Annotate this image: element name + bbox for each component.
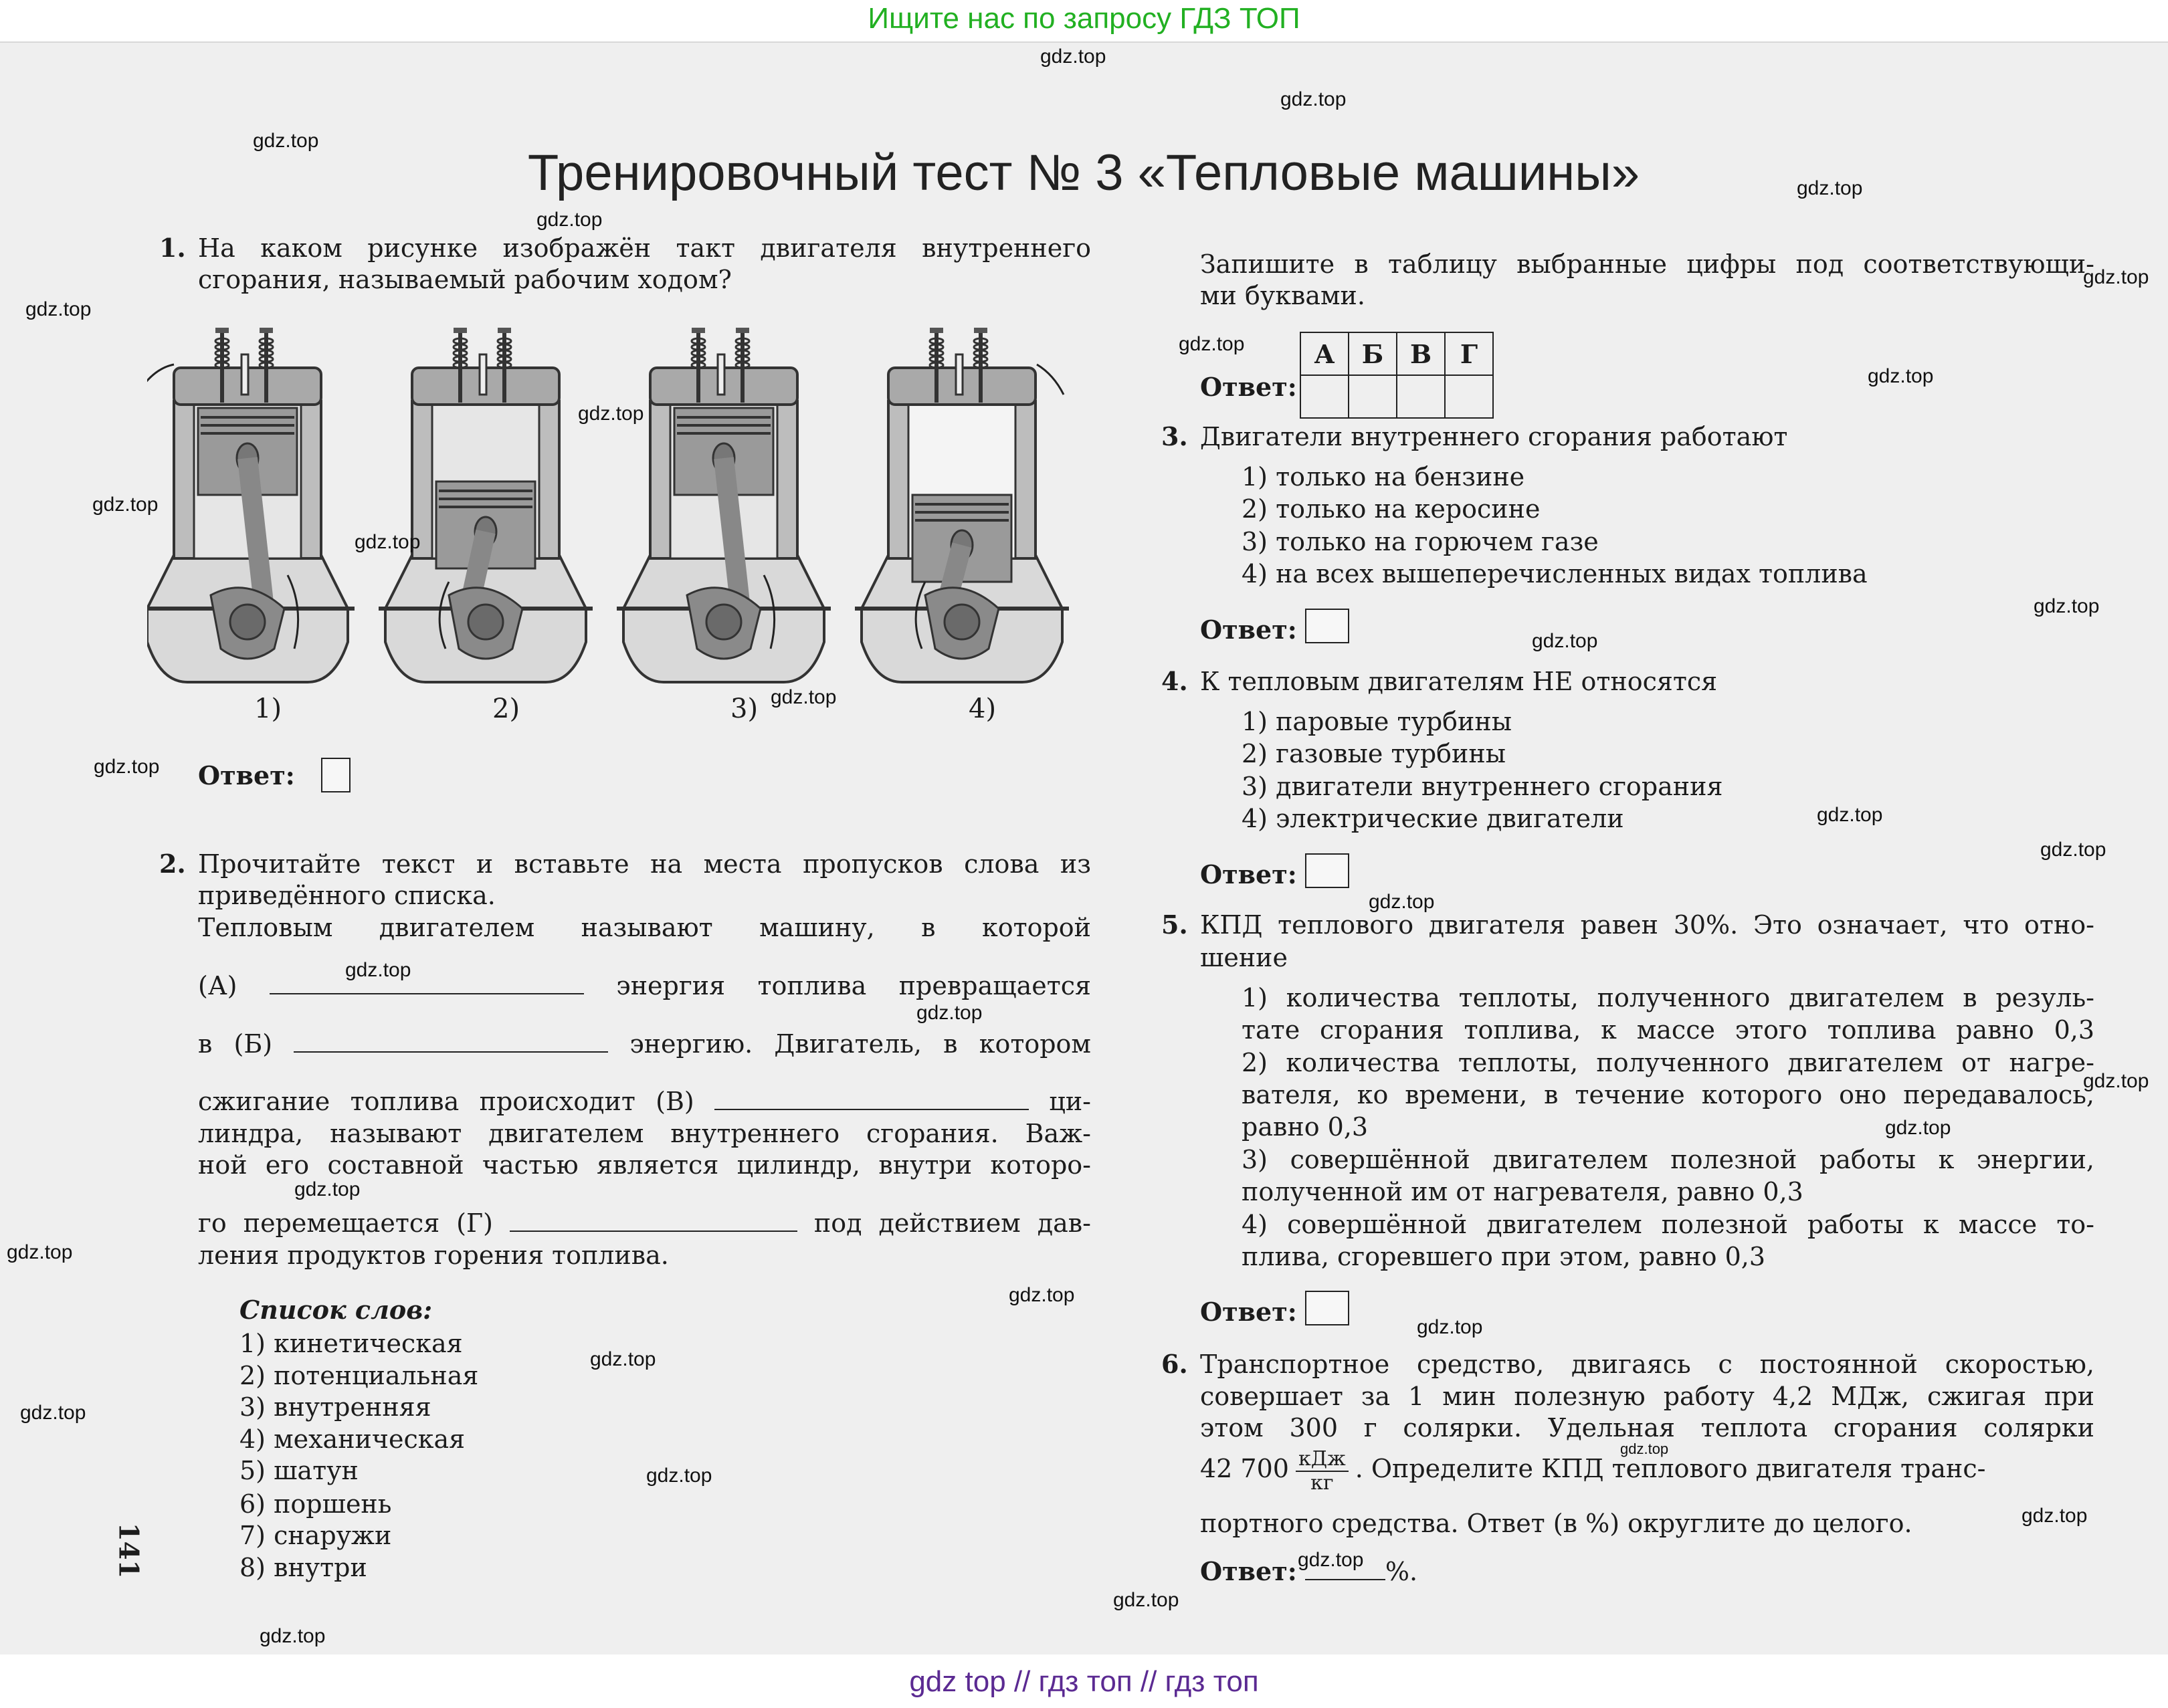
q3-option: 4) на всех вышеперечисленных видах топлива [1242,559,1868,589]
answer-cell[interactable] [1300,375,1349,418]
watermark: gdz.top [1113,1589,1179,1611]
watermark: gdz.top [260,1625,326,1647]
q2-line: Прочитайте текст и вставьте на места пропусков слова из [198,849,1091,879]
q5-option-line: 2) количества теплоты, полученного двигателем от нагре- [1242,1048,2094,1077]
watermark: gdz.top [771,686,837,708]
q2-cont-line: Запишите в таблицу выбранные цифры под соответствующи- [1200,249,2094,279]
valve-cap [736,328,749,333]
page-title: Тренировочный тест № 3 «Тепловые машины» [527,144,1640,201]
q3-option: 3) только на горючем газе [1242,527,1599,556]
q1-line: На каком рисунке изображён такт двигателя внутреннего [198,233,1091,263]
q2-line: приведённого списка. [198,881,496,910]
q6-line: этом 300 г солярки. Удельная теплота сгорания солярки [1200,1413,2094,1443]
q5-answer-box[interactable] [1305,1291,1349,1325]
watermark: gdz.top [1885,1117,1951,1139]
valve-cap [974,328,987,333]
q6-number: 6. [1161,1349,1188,1379]
q5-option-line: полученной им от нагревателя, равно 0,3 [1242,1177,1803,1206]
figure-label-4: 4) [969,693,997,724]
watermark: gdz.top [2040,839,2106,861]
watermark: gdz.top [355,531,421,553]
watermark: gdz.top [2034,595,2100,617]
watermark: gdz.top [1280,88,1347,110]
watermark: gdz.top [1620,1440,1669,1457]
q5-option-line: 4) совершённой двигателем полезной работы к массе то- [1242,1210,2094,1239]
word-list-item: 7) снаружи [239,1521,392,1550]
watermark: gdz.top [2083,266,2149,288]
q5-option-line: тате сгорания топлива, к массе этого топлива равно 0,3 [1242,1015,2094,1045]
watermark: gdz.top [2083,1070,2149,1092]
gap-d-blank[interactable] [510,1208,797,1232]
q5-option-line: вателя, ко времени, в течение которого оно передавалось, [1242,1080,2094,1109]
crankshaft [230,605,265,639]
word-list-item: 8) внутри [239,1553,367,1582]
q3-option: 1) только на бензине [1242,462,1525,492]
q6-line-rest: . Определите КПД теплового двигателя транс- [1355,1454,1986,1483]
page-number: 141 [112,1522,144,1579]
word-list-item: 6) поршень [239,1489,392,1519]
q2-line: линдра, называют двигателем внутреннего сгорания. Важ- [198,1119,1091,1148]
gap-b-blank[interactable] [294,1029,608,1053]
q5-line: шение [1200,943,1288,972]
q4-option: 1) паровые турбины [1242,707,1512,736]
q3-answer-label: Ответ: [1200,615,1297,645]
word-list-item: 2) потенциальная [239,1361,479,1390]
q4-option: 2) газовые турбины [1242,739,1506,768]
engine-2 [379,328,593,682]
gap-b-text: энергию. Двигатель, в котором [629,1029,1091,1059]
q1-answer-label: Ответ: [198,760,295,790]
q2-line: ной его составной частью является цилиндр, внутри которо- [198,1150,1091,1180]
watermark: gdz.top [7,1241,73,1263]
watermark: gdz.top [294,1178,361,1200]
gap-c-label: сжигание топлива происходит (В) [198,1087,694,1116]
q3-answer-box[interactable] [1305,609,1349,643]
watermark: gdz.top [1417,1316,1483,1338]
q6-line: Транспортное средство, двигаясь с постоянной скоростью, [1200,1350,2094,1379]
unit-numerator: кДж [1296,1448,1349,1472]
watermark: gdz.top [345,959,411,981]
q2-answer-label: Ответ: [1200,372,1297,402]
gap-a-text: энергия топлива превращается [616,971,1091,1000]
q1-line: сгорания, называемый рабочим ходом? [198,265,732,294]
gap-d-text: под действием дав- [813,1208,1091,1238]
crankshaft [468,605,503,639]
watermark: gdz.top [1009,1284,1075,1306]
spark-plug-icon [480,354,486,395]
exhaust-arrow-icon [1037,364,1064,395]
valve-cap [454,328,467,333]
banner-text: Ищите нас по запросу ГДЗ ТОП [868,2,1300,35]
q5-option-line: 1) количества теплоты, полученного двигателем в резуль- [1242,983,2094,1012]
engine-strokes-figure [147,328,1097,689]
watermark: gdz.top [590,1348,656,1370]
engine-3 [617,328,831,682]
watermark: gdz.top [536,209,603,231]
q5-number: 5. [1161,910,1188,940]
gap-c-blank[interactable] [714,1086,1029,1110]
q2-line-d [198,1207,1091,1239]
q1-number: 1. [159,233,186,263]
watermark: gdz.top [253,130,319,152]
word-list-item: 1) кинетическая [239,1329,463,1358]
valve-cap [498,328,511,333]
figure-label-1: 1) [254,693,282,724]
crankshaft [945,605,979,639]
q2-number: 2. [159,849,186,879]
q5-option-line: равно 0,3 [1242,1112,1369,1142]
q4-number: 4. [1161,666,1188,696]
unit-fraction [1296,1448,1349,1495]
q4-answer-box[interactable] [1305,853,1349,888]
watermark: gdz.top [578,403,644,425]
spark-plug-icon [718,354,724,395]
watermark: gdz.top [1868,365,1934,387]
watermark: gdz.top [1040,45,1106,68]
word-list-item: 4) механическая [239,1424,466,1454]
watermark: gdz.top [1797,177,1863,199]
figure-label-2: 2) [492,693,520,724]
valve-cap [692,328,705,333]
table-header-v: В [1397,332,1445,375]
watermark: gdz.top [94,756,160,778]
watermark: gdz.top [1179,333,1245,355]
q6-answer-unit: %. [1385,1557,1418,1586]
q4-text: К тепловым двигателям НЕ относятся [1200,667,1718,696]
q2-line-a [198,970,1091,1002]
figure-label-3: 3) [730,693,759,724]
word-list-item: 3) внутренняя [239,1392,431,1422]
q1-answer-box[interactable] [321,758,351,792]
watermark: gdz.top [1532,630,1598,652]
q5-line: КПД теплового двигателя равен 30%. Это означает, что отно- [1200,910,2094,940]
q4-answer-label: Ответ: [1200,859,1297,889]
q5-answer-label: Ответ: [1200,1297,1297,1327]
q5-option-line: плива, сгоревшего при этом, равно 0,3 [1242,1242,1766,1271]
watermark: gdz.top [20,1402,86,1424]
answer-cell[interactable] [1445,375,1493,418]
watermark: gdz.top [92,494,159,516]
q3-number: 3. [1161,421,1188,451]
q4-option: 3) двигатели внутреннего сгорания [1242,772,1723,801]
q2-line: Тепловым двигателем называют машину, в которой [198,913,1091,942]
engine-4 [855,328,1069,682]
footer-text: gdz top // гдз топ // гдз топ [909,1665,1259,1698]
valve-cap [215,328,229,333]
watermark: gdz.top [1817,804,1883,826]
table-header-g: Г [1445,332,1493,375]
table-header-b: Б [1349,332,1397,375]
q2-answer-table [1300,332,1494,419]
q2-line-c [198,1085,1091,1117]
gap-b-label: в (Б) [198,1029,273,1059]
watermark: gdz.top [916,1002,983,1024]
word-list-item: 5) шатун [239,1456,359,1485]
spark-plug-icon [956,354,963,395]
heat-value: 42 700 [1200,1454,1289,1483]
answer-cell[interactable] [1349,375,1397,418]
q2-line: ления продуктов горения топлива. [198,1241,669,1270]
q3-option: 2) только на керосине [1242,494,1541,524]
gap-d-label: го перемещается (Г) [198,1208,493,1238]
word-list-title: Список слов: [239,1295,433,1325]
q3-text: Двигатели внутреннего сгорания работают [1200,422,1788,451]
q4-option: 4) электрические двигатели [1242,804,1624,833]
footer [0,1665,2168,1699]
top-banner [0,0,2168,41]
valve-cap [260,328,273,333]
gap-a-label: (А) [198,971,237,1000]
watermark: gdz.top [646,1465,712,1487]
intake-arrow-icon [147,364,174,385]
unit-denominator: кг [1310,1471,1334,1495]
gap-a-blank[interactable] [270,970,584,994]
table-header-a: А [1300,332,1349,375]
q2-line-b [198,1028,1091,1060]
watermark: gdz.top [1369,891,1435,913]
watermark: gdz.top [2022,1505,2088,1527]
q6-answer-label: Ответ: [1200,1556,1297,1586]
watermark: gdz.top [25,298,92,320]
crankshaft [706,605,741,639]
spark-plug-icon [241,354,248,395]
q2-cont-line: ми буквами. [1200,281,1365,310]
gap-c-text: ци- [1049,1087,1091,1116]
watermark: gdz.top [1298,1549,1364,1571]
q6-line: портного средства. Ответ (в %) округлите до целого. [1200,1509,1912,1538]
valve-cap [930,328,943,333]
q6-line: совершает за 1 мин полезную работу 4,2 МДж, сжигая при [1200,1382,2094,1411]
engine-1 [147,328,355,682]
q5-option-line: 3) совершённой двигателем полезной работы к энергии, [1242,1145,2094,1174]
answer-cell[interactable] [1397,375,1445,418]
